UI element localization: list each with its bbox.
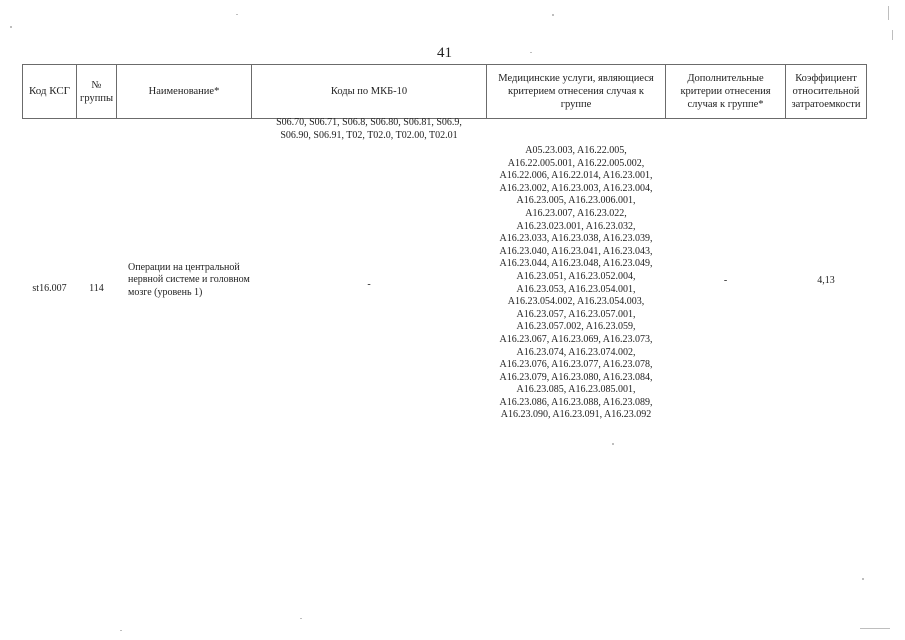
scan-speck (300, 618, 302, 619)
scan-speck (888, 6, 889, 20)
service-line: A16.23.053, A16.23.054.001, (516, 283, 636, 295)
mkb-line: S06.70, S06.71, S06.8, S06.80, S06.81, S06.9, (276, 117, 462, 128)
continuation-mkb-codes (252, 117, 486, 142)
service-line: A16.23.057, A16.23.057.001, (516, 308, 636, 320)
header-coef: Коэффициент относительной затратоемкости (791, 73, 861, 110)
scan-speck (892, 30, 893, 40)
service-line: A16.23.040, A16.23.041, A16.23.043, (499, 245, 653, 257)
row-mkb: - (367, 279, 371, 290)
scan-speck (530, 52, 532, 53)
service-line: A16.22.006, A16.22.014, A16.23.001, (499, 170, 653, 182)
header-name: Наименование* (148, 86, 220, 97)
header-code: Код КСГ (28, 85, 71, 97)
service-line: A16.23.033, A16.23.038, A16.23.039, (499, 233, 653, 245)
header-mkb: Коды по МКБ-10 (330, 86, 408, 97)
row-services (487, 145, 665, 422)
service-line: A16.23.023.001, A16.23.032, (516, 220, 636, 232)
row-criteria: - (723, 275, 728, 286)
row-group: 114 (89, 283, 104, 294)
scan-speck (862, 578, 864, 580)
row-name: Операции на центральной нервной системе и головном мозге (уровень 1) (128, 262, 250, 298)
scan-speck (236, 14, 238, 15)
scan-speck (860, 628, 890, 629)
header-group: № группы (80, 79, 113, 104)
scan-speck (120, 630, 122, 631)
row-code: st16.007 (32, 283, 67, 294)
scan-speck (552, 14, 554, 16)
service-line: A16.23.002, A16.23.003, A16.23.004, (499, 182, 653, 194)
service-line: A16.23.086, A16.23.088, A16.23.089, (499, 396, 653, 408)
service-line: A16.23.007, A16.23.022, (525, 207, 627, 219)
service-line: A16.23.079, A16.23.080, A16.23.084, (499, 371, 653, 383)
service-line: A16.23.005, A16.23.006.001, (516, 195, 636, 207)
page-number: 41 (437, 45, 452, 61)
service-line: A16.23.074, A16.23.074.002, (516, 346, 636, 358)
service-line: A16.23.067, A16.23.069, A16.23.073, (499, 333, 653, 345)
service-line: A16.23.057.002, A16.23.059, (516, 321, 636, 333)
scan-speck (10, 26, 12, 28)
service-line: A16.22.005.001, A16.22.005.002, (507, 157, 645, 169)
header-services: Медицинские услуги, являющиеся критерием отнесения случая к группе (498, 73, 654, 110)
service-line: A16.23.076, A16.23.077, A16.23.078, (499, 359, 653, 371)
service-line: A16.23.090, A16.23.091, A16.23.092 (500, 409, 652, 421)
row-coef: 4,13 (817, 275, 835, 286)
scan-speck (612, 443, 614, 445)
service-line: A16.23.085, A16.23.085.001, (516, 384, 636, 396)
header-criteria: Дополнительные критерии отнесения случая к группе* (680, 73, 771, 110)
mkb-line: S06.90, S06.91, T02, T02.0, T02.00, T02.01 (280, 129, 458, 141)
service-line: A16.23.044, A16.23.048, A16.23.049, (499, 258, 653, 270)
service-line: A05.23.003, A16.22.005, (525, 145, 627, 156)
column-divider (866, 64, 867, 119)
service-line: A16.23.051, A16.23.052.004, (516, 270, 636, 282)
service-line: A16.23.054.002, A16.23.054.003, (507, 296, 645, 308)
